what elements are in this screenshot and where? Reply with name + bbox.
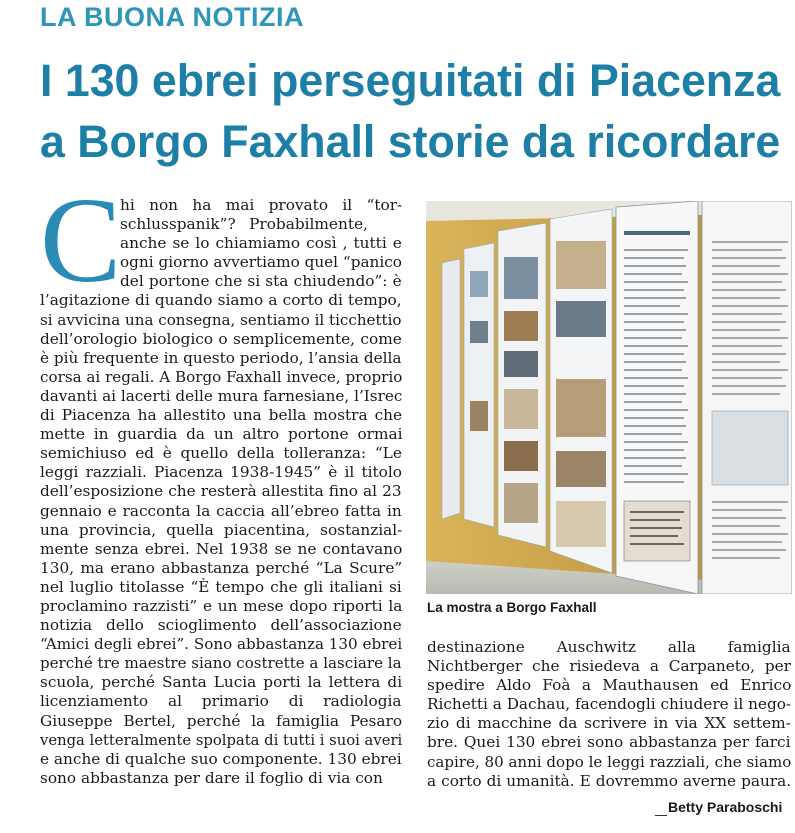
article-line: bre. Quei 130 ebrei sono abbastanza per farci [427,733,791,752]
article-line: corsa ai regali. A Borgo Faxhall invece, proprio [40,367,403,386]
article-line: mente senza ebrei. Nel 1938 se ne contavano [40,539,403,558]
article-line: Richetti a Dachau, facendogli chiudere il nego- [427,695,792,714]
article-line: mette in guardia da un altro portone ormai [40,425,403,444]
article-column-right [427,638,793,791]
photo-caption: La mostra a Borgo Faxhall [427,600,597,615]
section-kicker: LA BUONA NOTIZIA [40,2,304,32]
article-line: perché tre maestre siano costrette a lasciare la [40,654,402,673]
article-line: licenziamento al primario di radiologia [40,692,402,711]
headline-line-2: a Borgo Faxhall storie da ricordare [40,116,781,167]
article-line: davanti ai lacerti delle mura farnesiane, l’Isrec [40,386,403,405]
article-line: semichiuso ed è quello della tolleranza: “Le [40,444,402,463]
article-line: schlusspanik”? Probabilmente, [120,215,368,234]
author-byline: Betty Paraboschi [668,799,783,815]
author-rule [655,815,667,816]
article-line: Giuseppe Bertel, perché la famiglia Pesaro [40,711,403,730]
article-line: “Amici degli ebrei”. Sono abbastanza 130 ebrei [40,635,403,654]
article-line: Nichtberger che risiedeva a Carpaneto, per [427,657,791,676]
article-line: venga letteralmente spolpata di tutti i suoi averi [40,730,403,749]
article-line: anche se lo chiamiamo così , tutti e [120,234,402,253]
article-line: a corto di umanità. E dovremmo averne paura. [427,771,792,790]
article-line: dell’esposizione che resterà allestita fino al 23 [40,482,402,501]
drop-cap: C [40,173,122,308]
article-line: una provincia, quella piacentina, sostanzial- [40,520,403,539]
article-line: sono abbastanza per dare il foglio di via con [40,768,383,787]
article-line: del portone che si sta chiudendo”: è [120,272,402,291]
article-line: nel luglio titolasse “È tempo che gli italiani si [40,577,402,596]
article-line: è più frequente in questo periodo, l’ansia della [40,348,402,367]
article-line: scuola, perché Santa Lucia porti la lettera di [40,673,403,692]
article-column-left [40,196,402,788]
article-line: capire, 80 anni dopo le leggi razziali, che siamo [427,752,792,771]
article-line: notizia dello scioglimento dell’associazione [40,616,402,635]
article-line: dell’orologio biologico o semplicemente, come [40,329,402,348]
article-line: destinazione Auschwitz alla famiglia [427,638,791,656]
article-line: 130, ma erano abbastanza perché “La Scure” [40,558,403,577]
exhibition-photo-illustration [426,201,792,594]
headline-line-1: I 130 ebrei perseguitati di Piacenza [40,55,781,106]
article-line: l’agitazione di quando siamo a corto di tempo, [40,291,402,310]
article-line: gennaio e racconta la caccia all’ebreo fatta in [40,501,402,520]
article-line: di Piacenza ha allestito una bella mostra che [40,406,403,425]
article-line: spedire Aldo Foà a Mauthausen ed Enrico [427,676,792,695]
headline [40,50,795,172]
article-line: proclamino razzisti” e un mese dopo riporti la [40,596,403,615]
article-line: ogni giorno avvertiamo quel “panico [120,253,402,272]
article-line: leggi razziali. Piacenza 1938-1945” è il titolo [40,463,402,482]
exhibition-photo [426,201,792,594]
article-line: e anche di qualche suo componente. 130 ebrei [40,749,402,768]
article-line: zio di macchine da scrivere in via XX settem- [427,714,791,733]
article-line: si avvicina una consegna, sentiamo il ticchettio [40,310,402,329]
article-line: hi non ha mai provato il “tor- [120,196,403,214]
